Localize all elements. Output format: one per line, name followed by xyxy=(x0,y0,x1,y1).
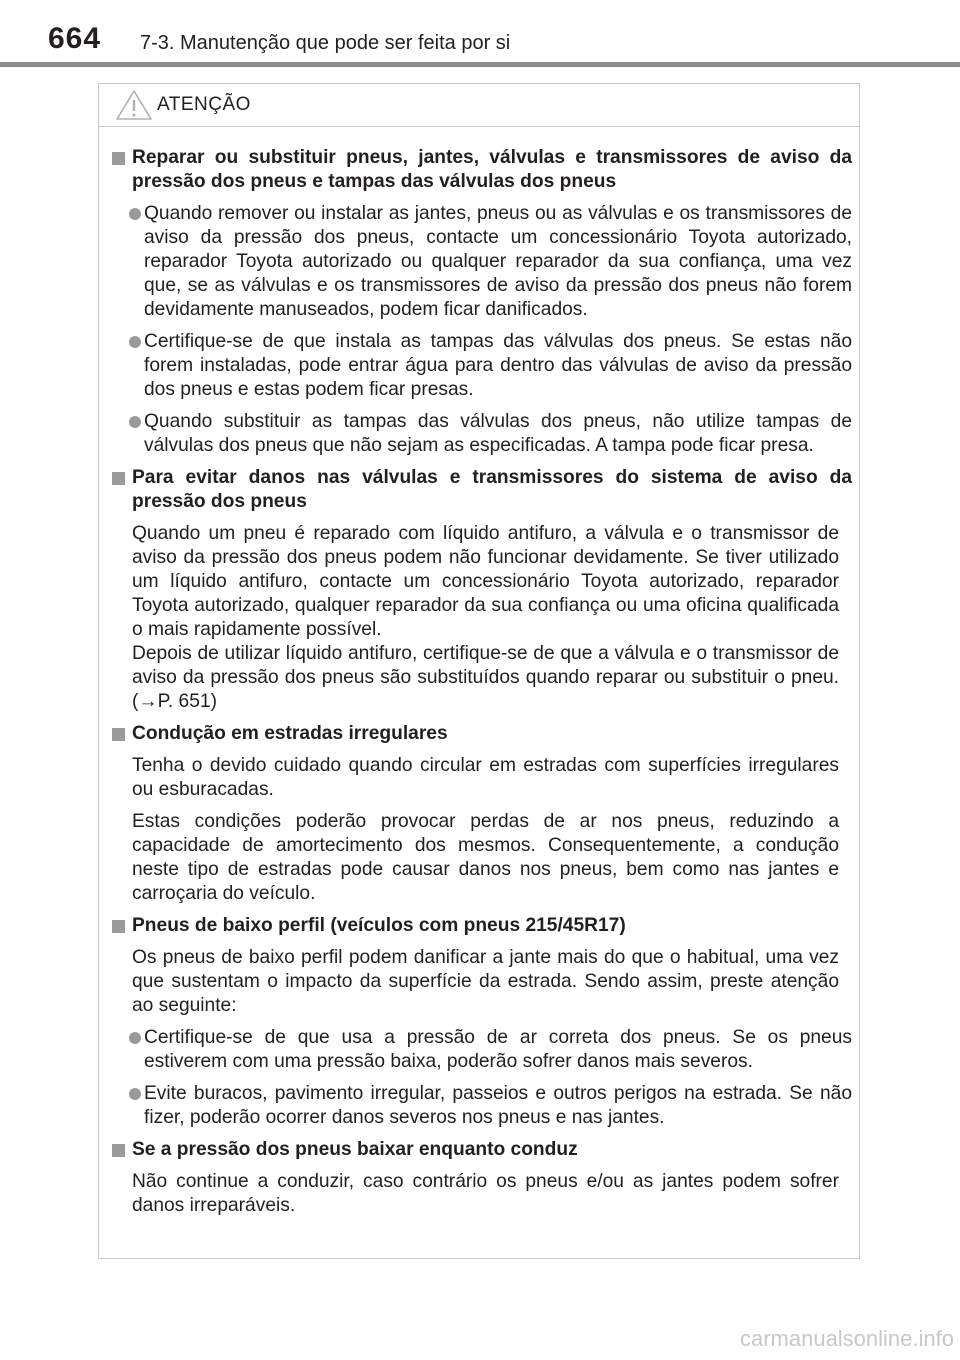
circle-bullet-icon xyxy=(129,416,141,428)
circle-bullet-icon xyxy=(129,208,141,220)
heading-text: Reparar ou substituir pneus, jantes, válvulas e transmissores de aviso da pressão dos pneus e tampas das válvulas dos pneus xyxy=(132,147,852,192)
heading-text: Para evitar danos nas válvulas e transmissores do sistema de aviso da pressão dos pneus xyxy=(132,467,852,512)
heading-avoid-damage xyxy=(111,466,852,514)
warning-box xyxy=(98,83,860,1259)
bullet-text: Evite buracos, pavimento irregular, passeios e outros perigos na estrada. Se não fizer, poderão ocorrer danos severos nos pneus e nas jantes. xyxy=(144,1083,852,1128)
bullet-item xyxy=(111,1026,852,1074)
square-bullet-icon xyxy=(112,728,125,741)
bullet-text: Certifique-se de que instala as tampas das válvulas dos pneus. Se estas não forem instaladas, pode entrar água para dentro das válvulas de aviso da pressão dos pneus e estas podem ficar presas. xyxy=(144,331,852,400)
paragraph: Não continue a conduzir, caso contrário os pneus e/ou as jantes podem sofrer danos irreparáveis. xyxy=(132,1171,839,1216)
bullet-item xyxy=(111,410,852,458)
heading-pressure-drop xyxy=(111,1138,852,1162)
warning-triangle-icon xyxy=(115,89,153,121)
paragraph: Os pneus de baixo perfil podem danificar a jante mais do que o habitual, uma vez que sustentam o impacto da superfície da estrada. Sendo assim, preste atenção ao seguinte: xyxy=(132,947,839,1016)
heading-rough-roads xyxy=(111,722,852,746)
section-title: 7-3. Manutenção que pode ser feita por si xyxy=(140,32,511,54)
paragraph: Estas condições poderão provocar perdas de ar nos pneus, reduzindo a capacidade de amortecimento dos mesmos. Consequentemente, a condução neste tipo de estradas pode causar danos nos pneus, bem como nas jantes e carroçaria do veículo. xyxy=(132,811,839,904)
warning-title: ATENÇÃO xyxy=(157,94,251,115)
page-header xyxy=(0,0,960,70)
bullet-text: Quando substituir as tampas das válvulas dos pneus, não utilize tampas de válvulas dos pneus que não sejam as especificadas. A tampa pode ficar presa. xyxy=(144,411,852,456)
paragraph: Depois de utilizar líquido antifuro, certifique-se de que a válvula e o transmissor de aviso da pressão dos pneus são substituídos quando reparar ou substituir o pneu. (→P. 651) xyxy=(132,643,839,712)
bullet-item xyxy=(111,330,852,402)
square-bullet-icon xyxy=(112,152,125,165)
warning-header xyxy=(99,84,859,127)
header-rule xyxy=(0,62,960,67)
paragraph: Quando um pneu é reparado com líquido antifuro, a válvula e o transmissor de aviso da pressão dos pneus podem não funcionar devidamente. Se tiver utilizado um líquido antifuro, contacte um concessionário Toyota autorizado, reparador Toyota autorizado, qualquer reparador da sua confiança ou uma oficina qualificada o mais rapidamente possível. xyxy=(132,523,839,640)
circle-bullet-icon xyxy=(129,1032,141,1044)
bullet-text: Certifique-se de que usa a pressão de ar correta dos pneus. Se os pneus estiverem com uma pressão baixa, poderão sofrer danos mais severos. xyxy=(144,1027,852,1072)
bullet-item xyxy=(111,1082,852,1130)
bullet-text: Quando remover ou instalar as jantes, pneus ou as válvulas e os transmissores de aviso da pressão dos pneus, contacte um concessionário Toyota autorizado, reparador Toyota autorizado ou qualquer reparador da sua confiança, uma vez que, se as válvulas e os transmissores de aviso da pressão dos pneus não forem devidamente manuseados, podem ficar danificados. xyxy=(144,203,852,320)
paragraph: Tenha o devido cuidado quando circular em estradas com superfícies irregulares ou esburacadas. xyxy=(132,755,839,800)
heading-text: Pneus de baixo perfil (veículos com pneus 215/45R17) xyxy=(132,915,626,936)
square-bullet-icon xyxy=(112,472,125,485)
heading-tire-repair xyxy=(111,146,852,194)
page-number: 664 xyxy=(48,22,102,55)
circle-bullet-icon xyxy=(129,336,141,348)
heading-text: Condução em estradas irregulares xyxy=(132,723,448,744)
heading-low-profile-tires xyxy=(111,914,852,938)
circle-bullet-icon xyxy=(129,1088,141,1100)
heading-text: Se a pressão dos pneus baixar enquanto conduz xyxy=(132,1139,578,1160)
square-bullet-icon xyxy=(112,920,125,933)
watermark: carmanualsonline.info xyxy=(739,1326,954,1351)
bullet-item xyxy=(111,202,852,322)
warning-content xyxy=(99,127,859,1218)
square-bullet-icon xyxy=(112,1144,125,1157)
